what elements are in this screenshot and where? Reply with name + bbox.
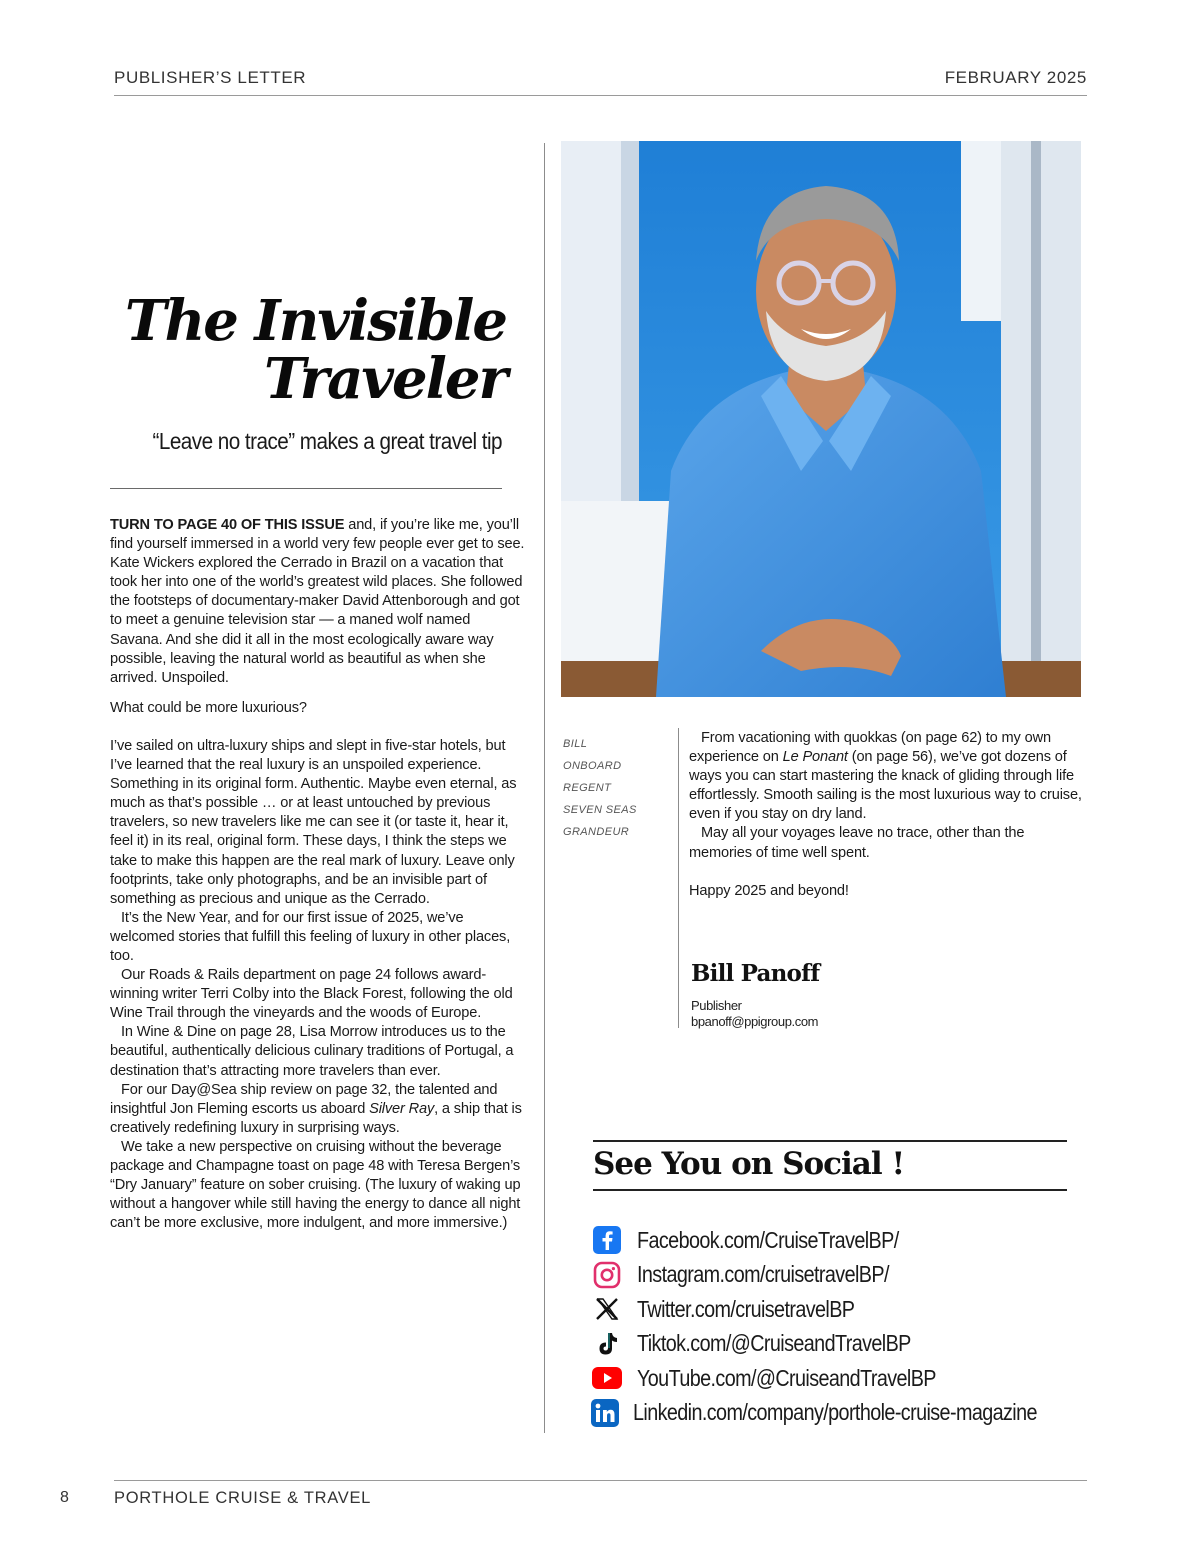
paragraph-3: I’ve sailed on ultra-luxury ships and slept in five-star hotels, but I’ve learned that the real luxury is an unspoiled experience. Something in its original form. Authentic. Maybe even eternal, as much as that’s possible … or at least untouched by previous travelers, so new travelers like me can see it (or taste it, hear it, feel it) in its real, original form. These days, I think the steps we take to make this happen are the real mark of luxury. Leave only footprints, take only photographs, and be an invisible part of something as precious and unique as the Cerrado. <box>110 737 517 907</box>
right-paragraph-2: May all your voyages leave no trace, other than the memories of time well spent. <box>689 825 1025 861</box>
social-link-text: Instagram.com/cruisetravelBP/ <box>637 1261 889 1288</box>
right-paragraph-1 <box>689 729 1089 824</box>
article-body-right <box>689 729 1089 901</box>
social-links <box>591 1223 1071 1430</box>
caption-divider <box>678 728 679 1028</box>
linkedin-icon <box>591 1397 619 1429</box>
paragraph-1-text: and, if you’re like me, you’ll find yourself immersed in a world very few people ever get to see. Kate Wickers explored the Cerrado in Brazil on a vacation that took her into one of the world’s greatest wild places. She followed the footsteps of documentary-maker David Attenborough and got to meet a genuine television star — a maned wolf named Savana. And she did it all in the most ecologically aware way possible, leaving the natural world as beautiful as when she arrived. Unspoiled. <box>110 517 525 686</box>
deck-divider <box>110 488 502 489</box>
caption-line: BILL <box>563 738 588 750</box>
social-link-twitter[interactable] <box>591 1292 1071 1327</box>
right-paragraph-3: Happy 2025 and beyond! <box>689 882 849 899</box>
running-head <box>114 66 1087 96</box>
title-line-2: Traveler <box>264 346 506 412</box>
x-twitter-icon <box>591 1293 623 1325</box>
social-link-text: YouTube.com/@CruiseandTravelBP <box>637 1364 936 1391</box>
instagram-icon <box>591 1259 623 1291</box>
caption-line: ONBOARD <box>563 760 622 772</box>
paragraph-4: It’s the New Year, and for our first issue of 2025, we’ve welcomed stories that fulfill this feeling of luxury in other places, too. <box>110 909 511 964</box>
paragraph-7-text-a: For our Day@Sea ship review on page 32, the talented and insightful Jon Fleming escorts us aboard <box>110 1081 498 1117</box>
social-link-text: Twitter.com/cruisetravelBP <box>637 1295 855 1322</box>
article-title <box>110 288 506 412</box>
title-line-1: The Invisible <box>124 288 506 354</box>
publisher-photo <box>561 141 1081 697</box>
lead-in: TURN TO PAGE 40 OF THIS ISSUE <box>110 517 345 533</box>
photo-caption <box>563 733 663 843</box>
social-link-text: Tiktok.com/@CruiseandTravelBP <box>637 1330 911 1357</box>
right-paragraph-1-text-b: (on page 56), we’ve got dozens of ways you can start mastering the knack of gliding through life effortlessly. Smooth sailing is the most luxurious way to cruise, even if you stay on dry land. <box>689 749 1082 823</box>
social-link-linkedin[interactable] <box>591 1396 1071 1431</box>
paragraph-1 <box>110 516 526 688</box>
section-label: PUBLISHER’S LETTER <box>114 68 307 87</box>
caption-line: GRANDEUR <box>563 826 630 838</box>
issue-date: FEBRUARY 2025 <box>944 68 1087 87</box>
page-number: 8 <box>60 1489 69 1506</box>
article-deck: “Leave no trace” makes a great travel tip <box>152 428 502 454</box>
paragraph-2: What could be more luxurious? <box>110 699 307 716</box>
ship-name-silver-ray: Silver Ray <box>369 1100 435 1117</box>
signature-email[interactable]: bpanoff@ppigroup.com <box>691 1014 819 1029</box>
publication-name: PORTHOLE CRUISE & TRAVEL <box>114 1489 372 1507</box>
social-link-facebook[interactable] <box>591 1223 1071 1258</box>
paragraph-7 <box>110 1081 526 1138</box>
column-divider <box>544 143 545 1433</box>
social-link-youtube[interactable] <box>591 1361 1071 1396</box>
tiktok-icon <box>591 1328 623 1360</box>
facebook-icon <box>591 1224 623 1256</box>
social-top-rule <box>593 1140 1067 1142</box>
right-paragraph-1-text-a: From vacationing with quokkas (on page 62) to my own experience on <box>689 730 1051 766</box>
social-link-text: Facebook.com/CruiseTravelBP/ <box>637 1226 899 1253</box>
social-link-instagram[interactable] <box>591 1258 1071 1293</box>
signature-role: Publisher <box>691 998 742 1013</box>
caption-line: REGENT <box>563 782 612 794</box>
social-heading: See You on Social ! <box>593 1146 905 1182</box>
youtube-icon <box>591 1362 623 1394</box>
footer-rule <box>114 1480 1087 1481</box>
caption-line: SEVEN SEAS <box>563 804 637 816</box>
social-link-tiktok[interactable] <box>591 1327 1071 1362</box>
paragraph-5: Our Roads & Rails department on page 24 follows award-winning writer Terri Colby into the Black Forest, following the old Wine Trail through the vineyards and the woods of Europe. <box>110 967 513 1022</box>
signature-name: Bill Panoff <box>691 960 820 987</box>
paragraph-6: In Wine & Dine on page 28, Lisa Morrow introduces us to the beautiful, authentically delicious culinary traditions of Portugal, a destination that’s attracting more travelers than ever. <box>110 1024 514 1079</box>
paragraph-7-text-b: , a ship that is creatively redefining luxury in surprising ways. <box>110 1100 522 1136</box>
ship-name-le-ponant: Le Ponant <box>782 749 848 766</box>
social-bottom-rule <box>593 1189 1067 1191</box>
social-link-text: Linkedin.com/company/porthole-cruise-magazine <box>633 1399 1037 1426</box>
paragraph-8: We take a new perspective on cruising without the beverage package and Champagne toast on page 48 with Teresa Bergen’s “Dry January” feature on sober cruising. (The luxury of waking up without a hangover while still having the energy to dance all night can’t be more exclusive, more indulgent, and more immersive.) <box>110 1138 521 1232</box>
article-body-left <box>110 516 526 1233</box>
